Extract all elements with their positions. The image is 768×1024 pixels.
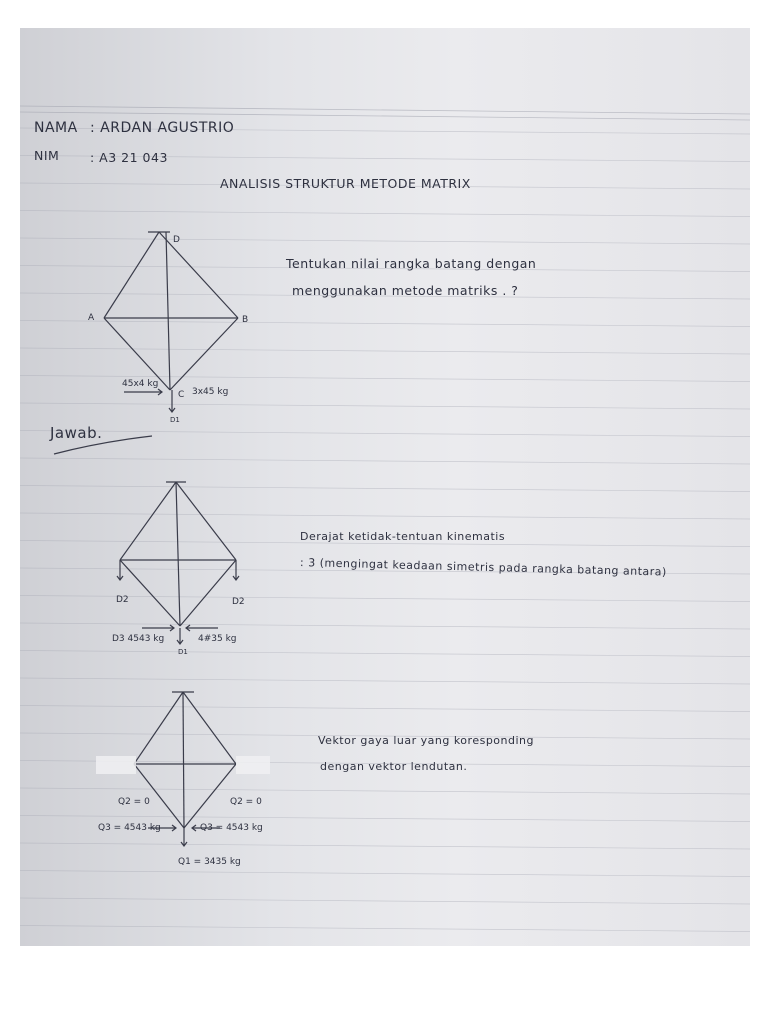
section2-line-1: Derajat ketidak-tentuan kinematis (300, 530, 506, 543)
q2-left-label: Q2 = 0 (118, 797, 150, 807)
q1-label: Q1 = 3435 kg (178, 857, 241, 867)
answer-label: Jawab. (50, 424, 103, 442)
nama-label: NAMA (34, 120, 78, 136)
nama-value: : ARDAN AGUSTRIO (90, 120, 235, 136)
d2-load-left: D3 4543 kg (112, 634, 165, 644)
d1-bottom-label: C (178, 390, 185, 400)
question-line-2: menggunakan metode matriks . ? (292, 283, 519, 298)
paper-smudge (96, 756, 136, 774)
d2-left-label: D2 (116, 595, 129, 605)
d1-load-right: 3x45 kg (192, 387, 229, 397)
q3-left-label: Q3 = 4543 kg (98, 823, 161, 833)
d1-top-label: D (173, 235, 180, 245)
d2-load-right: 4#35 kg (198, 634, 237, 644)
d1-right-label: B (242, 315, 249, 325)
paper-smudge (236, 756, 270, 774)
nim-label: NIM (34, 148, 60, 163)
section3-line-2: dengan vektor lendutan. (320, 760, 468, 773)
question-line-1: Tentukan nilai rangka batang dengan (286, 256, 537, 271)
q2-right-label: Q2 = 0 (230, 797, 262, 807)
d2-right-label: D2 (232, 597, 245, 607)
d1-left-label: A (88, 313, 95, 323)
page-title: ANALISIS STRUKTUR METODE MATRIX (220, 176, 471, 191)
section2-line-2: : 3 (mengingat keadaan simetris pada rangka batang antara) (299, 556, 667, 579)
truss-diagram-3 (20, 28, 750, 946)
notebook-photo (20, 28, 750, 946)
nim-value: : A3 21 043 (90, 150, 168, 165)
d1-load-left: 45x4 kg (122, 379, 159, 389)
section3-line-1: Vektor gaya luar yang koresponding (318, 734, 534, 747)
d2-support-label: D1 (178, 648, 188, 656)
q3-right-label: Q3 = 4543 kg (200, 823, 263, 833)
d1-support-label: D1 (170, 416, 180, 424)
